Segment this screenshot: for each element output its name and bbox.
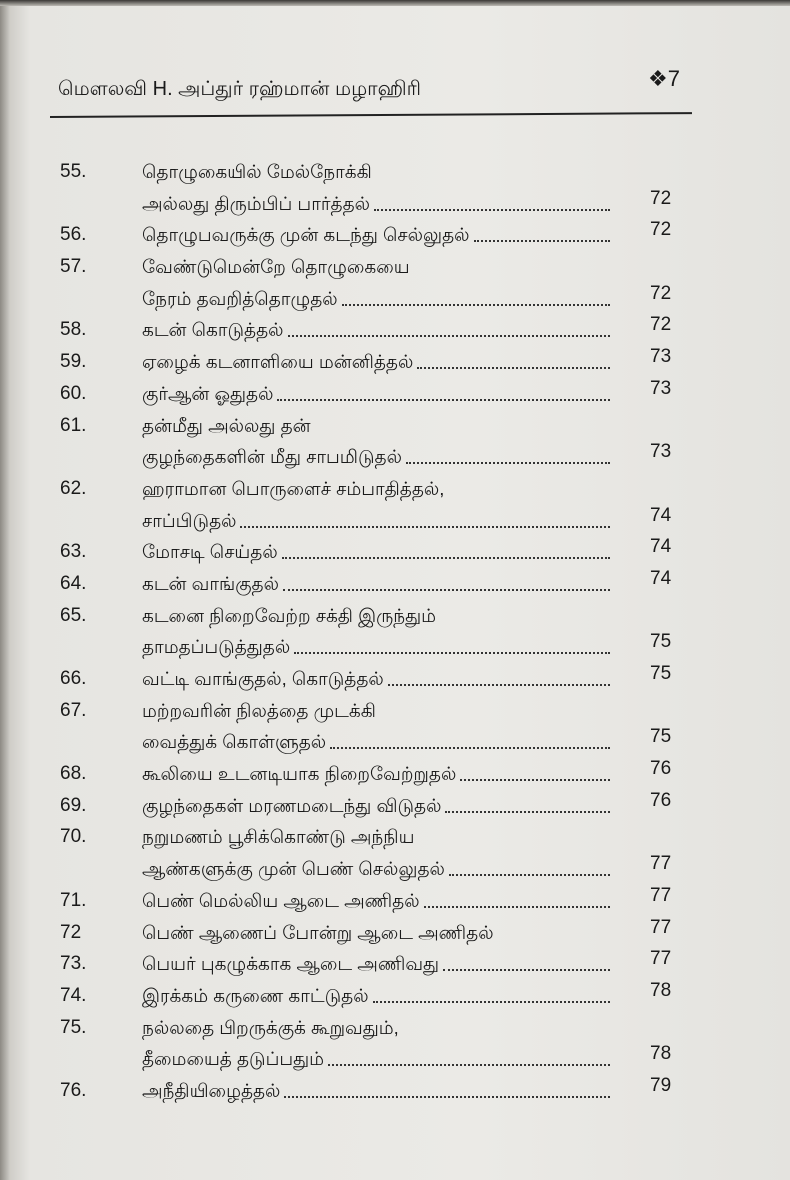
- entry-title-line: வைத்துக் கொள்ளுதல்: [142, 731, 327, 753]
- entry-page-number: 76: [650, 789, 672, 811]
- entry-page-number: 74: [650, 504, 672, 526]
- dot-leader: [328, 1043, 610, 1066]
- entry-title-line: பெண் மெல்லிய ஆடை அணிதல்: [142, 889, 420, 911]
- toc-entry: [0, 156, 790, 219]
- entry-page-number: 74: [650, 567, 672, 589]
- toc-entry: [0, 1012, 790, 1075]
- toc-entry: [0, 758, 790, 790]
- toc-entry: [0, 1075, 790, 1107]
- entry-page-number: 73: [650, 377, 672, 399]
- entry-number: 58.: [60, 319, 87, 341]
- toc-entry: [0, 536, 790, 568]
- entry-page-number: 73: [650, 441, 672, 463]
- toc-entry: [0, 410, 790, 473]
- toc-entry: [0, 378, 790, 410]
- entry-number: 72: [60, 921, 82, 943]
- entry-title-line: அல்லது திரும்பிப் பார்த்தல்: [142, 192, 370, 214]
- entry-title-line: சாப்பிடுதல்: [142, 509, 237, 531]
- dot-leader: [342, 283, 610, 306]
- entry-title-line: கடனை நிறைவேற்ற சக்தி இருந்தும்: [142, 604, 437, 626]
- entry-number: 76.: [60, 1079, 87, 1101]
- entry-title-line: நேரம் தவறித்தொழுதல்: [142, 287, 338, 309]
- entry-page-number: 74: [650, 536, 672, 558]
- entry-title-line: குர்ஆன் ஓதுதல்: [142, 382, 274, 404]
- entry-title-line: கடன் கொடுத்தல்: [142, 319, 284, 341]
- entry-title-line: தாமதப்படுத்துதல்: [142, 636, 291, 658]
- entry-number: 68.: [60, 763, 87, 785]
- toc-entry: [0, 917, 790, 949]
- entry-number: 63.: [60, 541, 87, 563]
- entry-number: 66.: [60, 668, 87, 689]
- dot-leader: [460, 758, 610, 781]
- entry-title-line: மற்றவரின் நிலத்தை முடக்கி: [142, 699, 376, 721]
- entry-title-line: வட்டி வாங்குதல், கொடுத்தல்: [142, 668, 384, 689]
- dot-leader: [240, 505, 610, 528]
- toc-entry: [0, 663, 790, 695]
- entry-title-line: கூலியை உடனடியாக நிறைவேற்றுதல்: [142, 763, 457, 785]
- entry-number: 69.: [60, 794, 87, 816]
- toc-entry: [0, 473, 790, 536]
- entry-title-line: குழந்தைகள் மரணமடைந்து விடுதல்: [142, 794, 442, 816]
- entry-page-number: 78: [650, 979, 672, 1001]
- dot-leader: [294, 631, 610, 654]
- entry-title-line: கடன் வாங்குதல்: [142, 572, 279, 594]
- entry-title-line: ஹராமான பொருளைச் சம்பாதித்தல்,: [142, 477, 445, 499]
- entry-number: 75.: [60, 1016, 87, 1038]
- dot-leader: [373, 980, 610, 1003]
- entry-number: 65.: [60, 604, 87, 626]
- entry-title-line: தொழுபவருக்கு முன் கடந்து செல்லுதல்: [142, 224, 470, 246]
- dot-leader: [417, 346, 610, 369]
- dot-leader: [474, 219, 611, 242]
- entry-number: 59.: [60, 351, 87, 373]
- dot-leader: [288, 314, 610, 337]
- page-number: ❖7: [648, 66, 680, 91]
- entry-number: 67.: [60, 699, 87, 721]
- toc-entry: [0, 790, 790, 822]
- dot-leader: [406, 441, 610, 464]
- entry-number: 61.: [60, 414, 87, 436]
- entry-title-line: நறுமணம் பூசிக்கொண்டு அந்நிய: [142, 826, 415, 848]
- toc-entry: [0, 600, 790, 663]
- entry-title-line: தன்மீது அல்லது தன்: [142, 414, 311, 436]
- toc-entry: [0, 948, 790, 980]
- entry-page-number: 75: [650, 663, 672, 684]
- entry-number: 71.: [60, 889, 87, 911]
- dot-leader: [388, 663, 610, 686]
- entry-number: 55.: [60, 161, 87, 182]
- dot-leader: [283, 568, 610, 591]
- entry-number: 60.: [60, 382, 87, 404]
- entry-number: 73.: [60, 953, 87, 975]
- entry-title-line: ஆண்களுக்கு முன் பெண் செல்லுதல்: [142, 858, 445, 880]
- toc-entry: [0, 314, 790, 346]
- entry-title-line: பெண் ஆணைப் போன்று ஆடை அணிதல்: [142, 921, 494, 943]
- toc-entry: [0, 821, 790, 884]
- toc-entry: [0, 219, 790, 251]
- entry-title-line: நல்லதை பிறருக்குக் கூறுவதும்,: [142, 1016, 399, 1038]
- entry-title-line: ஏழைக் கடனாளியை மன்னித்தல்: [142, 351, 414, 373]
- entry-page-number: 73: [650, 346, 672, 368]
- entry-title-line: மோசடி செய்தல்: [142, 541, 278, 563]
- entry-title-line: வேண்டுமென்றே தொழுகையை: [142, 256, 410, 278]
- entry-page-number: 77: [650, 884, 672, 906]
- dot-leader: [443, 948, 610, 971]
- toc-entry: [0, 980, 790, 1012]
- entry-number: 57.: [60, 256, 87, 278]
- entry-page-number: 78: [650, 1043, 672, 1065]
- entry-number: 56.: [60, 224, 87, 246]
- entry-title-line: அநீதியிழைத்தல்: [142, 1079, 281, 1101]
- entry-number: 74.: [60, 984, 87, 1006]
- running-header-title: மௌலவி H. அப்துர் ரஹ்மான் மழாஹிரி: [58, 78, 422, 100]
- toc-entry: [0, 885, 790, 917]
- entry-title-line: குழந்தைகளின் மீது சாபமிடுதல்: [142, 446, 402, 468]
- table-of-contents: [0, 156, 790, 1107]
- entry-page-number: 77: [650, 916, 672, 938]
- entry-page-number: 77: [650, 948, 672, 970]
- toc-entry: [0, 251, 790, 314]
- entry-page-number: 79: [650, 1074, 672, 1096]
- header-rule: [50, 112, 692, 118]
- entry-page-number: 77: [650, 853, 672, 875]
- entry-title-line: பெயர் புகழுக்காக ஆடை அணிவது: [142, 953, 440, 975]
- entry-number: 62.: [60, 477, 87, 499]
- entry-page-number: 75: [650, 726, 672, 748]
- toc-entry: [0, 695, 790, 758]
- dot-leader: [445, 790, 610, 813]
- entry-page-number: 72: [650, 282, 672, 304]
- dot-leader: [282, 536, 610, 559]
- dot-leader: [449, 853, 610, 876]
- page-top-edge: [0, 0, 790, 6]
- dot-leader: [330, 726, 610, 749]
- entry-page-number: 75: [650, 631, 672, 653]
- dot-leader: [424, 885, 610, 908]
- entry-title-line: இரக்கம் கருணை காட்டுதல்: [142, 984, 369, 1006]
- entry-page-number: 72: [650, 187, 672, 209]
- entry-page-number: 72: [650, 219, 672, 241]
- entry-page-number: 76: [650, 758, 672, 780]
- toc-entry: [0, 568, 790, 600]
- entry-title-line: தொழுகையில் மேல்நோக்கி: [142, 161, 372, 182]
- entry-number: 70.: [60, 826, 87, 848]
- dot-leader: [284, 1075, 610, 1098]
- entry-page-number: 72: [650, 314, 672, 336]
- dot-leader: [374, 188, 610, 211]
- entry-title-line: தீமையைத் தடுப்பதும்: [142, 1048, 325, 1070]
- toc-entry: [0, 346, 790, 378]
- entry-number: 64.: [60, 572, 87, 594]
- dot-leader: [277, 378, 610, 401]
